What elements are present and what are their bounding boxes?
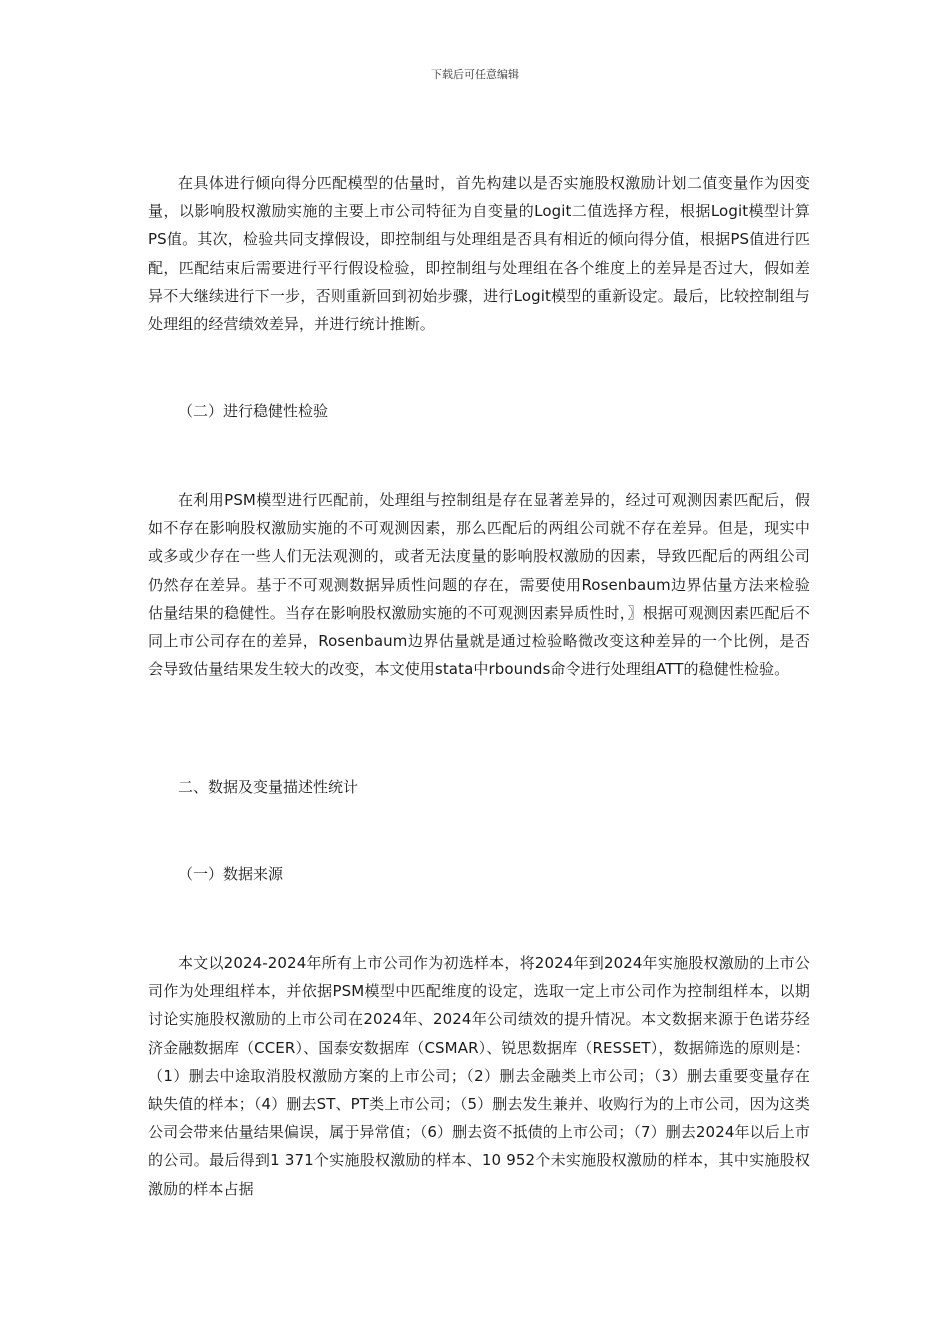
page-header: 下载后可任意编辑 bbox=[431, 68, 519, 81]
body-paragraph: 本文以2024-2024年所有上市公司作为初选样本，将2024年到2024年实施股权激励的上市公司作为处理组样本，并依据PSM模型中匹配维度的设定，选取一定上市公司作为控制组样本，以期讨论实施股权激励的上市公司在2024年、2024年公司绩效的提升情况。本文数据来源于色诺芬经济金融数据库（CCER）、国泰安数据库（CSMAR）、锐思数据库（RESSET），数据筛选的原则是：（1）删去中途取消股权激励方案的上市公司；（2）删去金融类上市公司；（3）删去重要变量存在缺失值的样本；（4）删去ST、PT类上市公司；（5）删去发生兼并、收购行为的上市公司，因为这类公司会带来估量结果偏误，属于异常值；（6）删去资不抵债的上市公司；（7）删去2024年以后上市的公司。最后得到1 371个实施股权激励的样本、10 952个未实施股权激励的样本，其中实施股权激励的样本占据 bbox=[148, 954, 810, 1198]
body-paragraph: 在利用PSM模型进行匹配前，处理组与控制组是存在显著差异的，经过可观测因素匹配后，假如不存在影响股权激励实施的不可观测因素，那么匹配后的两组公司就不存在差异。但是，现实中或多或少存在一些人们无法观测的，或者无法度量的影响股权激励的因素，导致匹配后的两组公司仍然存在差异。基于不可观测数据异质性问题的存在，需要使用Rosenbaum边界估量方法来检验估量结果的稳健性。当存在影响股权激励实施的不可观测因素异质性时，〗根据可观测因素匹配后不同上市公司存在的差异，Rosenbaum边界估量就是通过检验略微改变这种差异的一个比例，是否会导致估量结果发生较大的改变，本文使用stata中rbounds命令进行处理组ATT的稳健性检验。 bbox=[148, 491, 810, 679]
body-paragraph: 在具体进行倾向得分匹配模型的估量时，首先构建以是否实施股权激励计划二值变量作为因变量，以影响股权激励实施的主要上市公司特征为自变量的Logit二值选择方程，根据Logit模型计算PS值。其次，检验共同支撑假设，即控制组与处理组是否具有相近的倾向得分值，根据PS值进行匹配，匹配结束后需要进行平行假设检验，即控制组与处理组在各个维度上的差异是否过大，假如差异不大继续进行下一步，否则重新回到初始步骤，进行Logit模型的重新设定。最后，比较控制组与处理组的经营绩效差异，并进行统计推断。 bbox=[148, 174, 810, 334]
section-heading: （二）进行稳健性检验 bbox=[178, 402, 329, 420]
subsection-heading: （一）数据来源 bbox=[178, 865, 284, 883]
section-heading: 二、数据及变量描述性统计 bbox=[178, 778, 359, 796]
